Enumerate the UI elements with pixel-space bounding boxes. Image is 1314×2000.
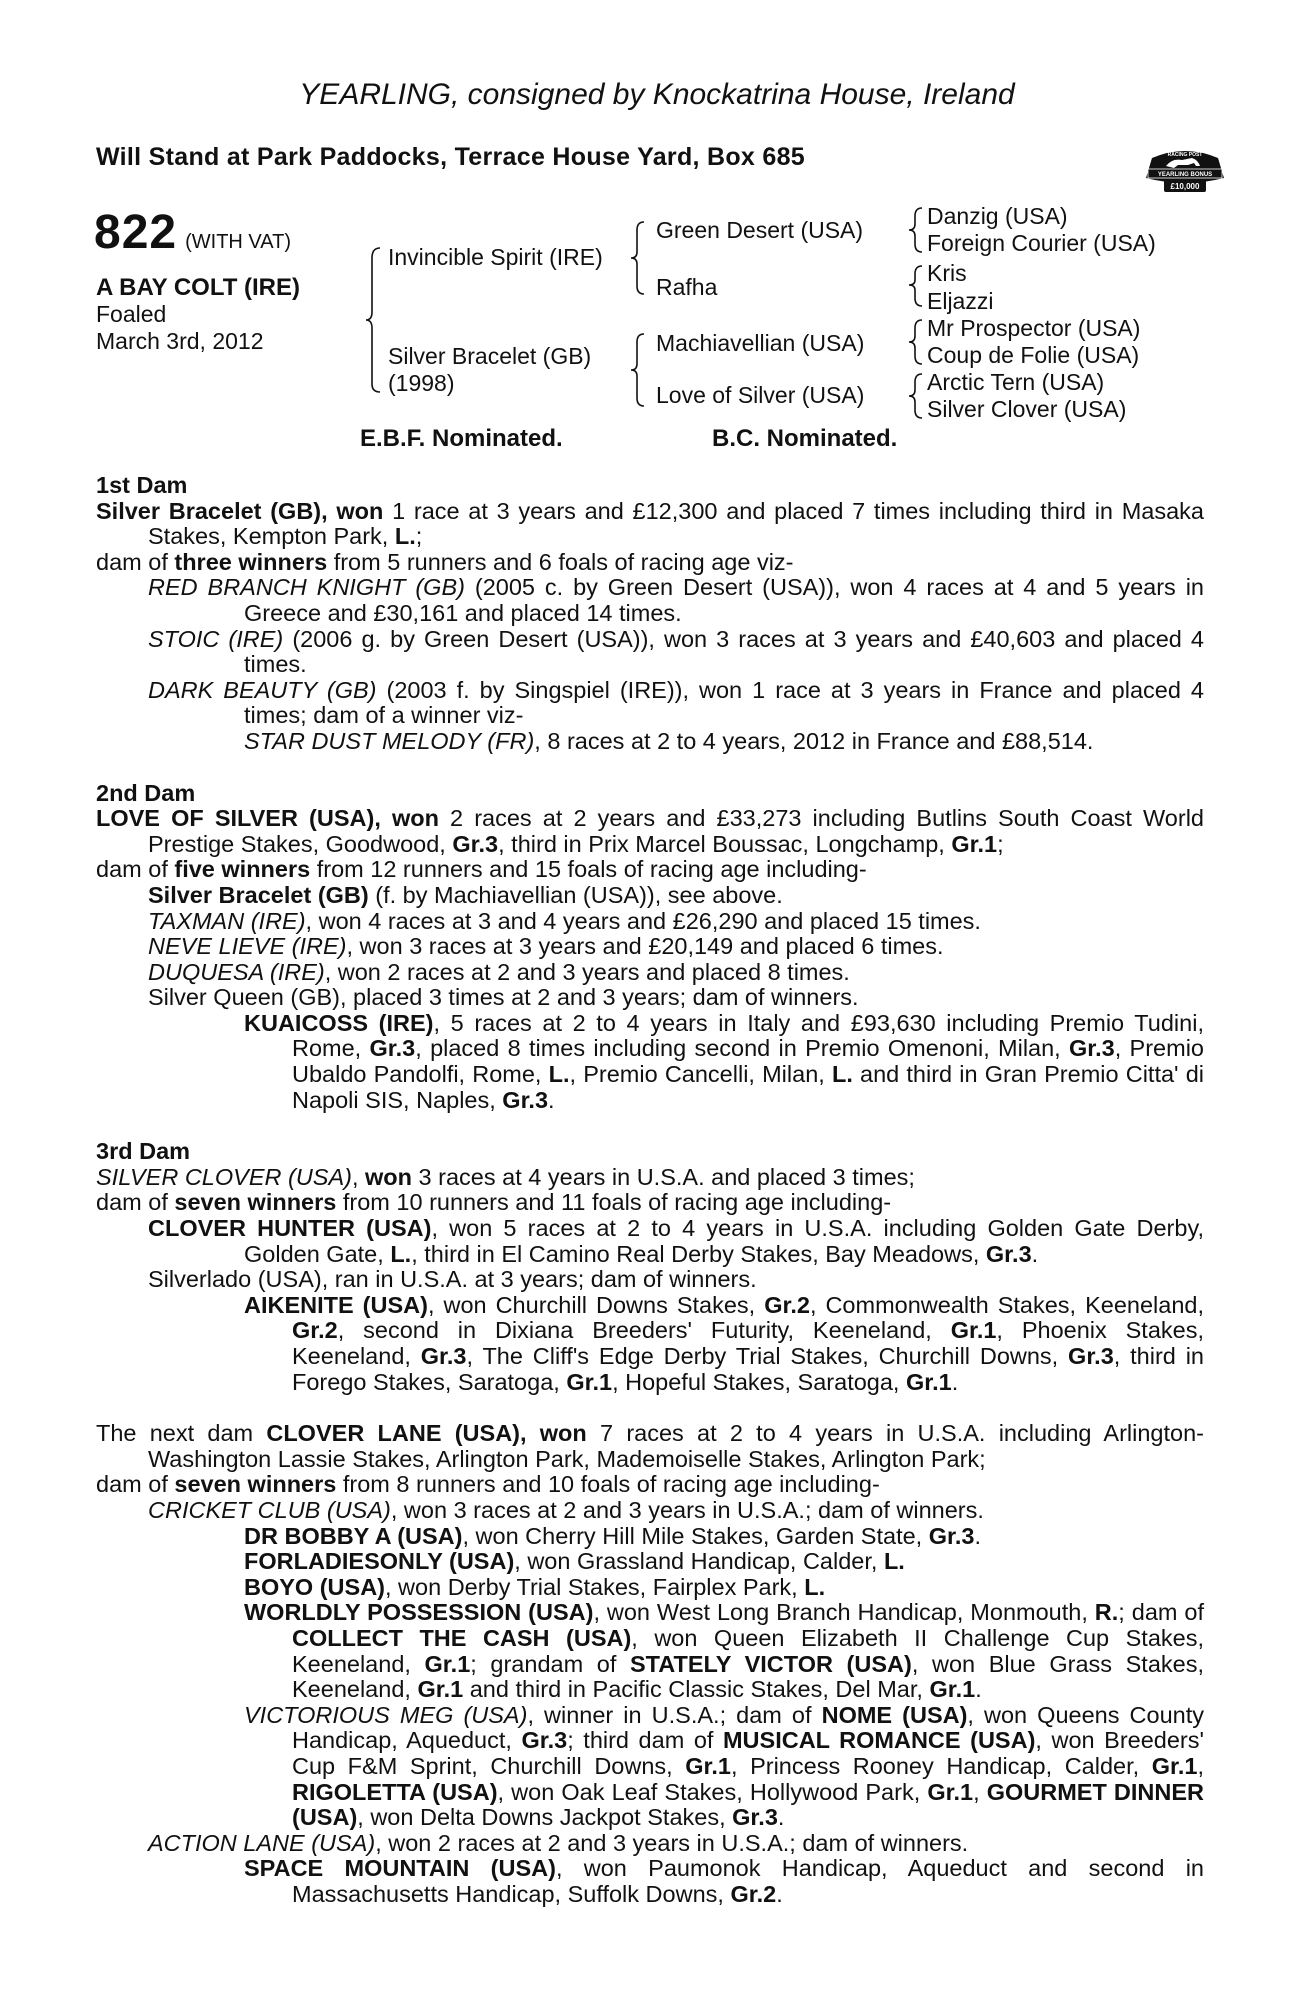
dam2-runner-1: Silver Bracelet (GB) (f. by Machiavellian (USA)), see above.: [148, 881, 783, 908]
dam2-record: LOVE OF SILVER (USA), won 2 races at 2 years and £33,273 including Butlins South Coast World Prestige Stakes, Goodwood, Gr.3, third in Prix Marcel Boussac, Longchamp, Gr.1;: [96, 805, 1204, 857]
horse-description: A BAY COLT (IRE): [96, 274, 301, 301]
next-runner-1: CRICKET CLUB (USA), won 3 races at 2 and 3 years in U.S.A.; dam of winners.: [148, 1496, 984, 1523]
dam1-heading: 1st Dam: [96, 472, 188, 498]
pedigree-dam: Silver Bracelet (GB): [388, 343, 592, 369]
next-dam-produce-summary: dam of seven winners from 8 runners and 10 foals of racing age including-: [96, 1471, 880, 1498]
vat-note: (WITH VAT): [185, 231, 291, 253]
next-dam-name: CLOVER LANE (USA), won: [266, 1420, 587, 1447]
ebf-nominated: E.B.F. Nominated.: [360, 425, 563, 452]
next-runner-3: FORLADIESONLY (USA), won Grassland Handicap, Calder, L.: [244, 1548, 905, 1575]
badge-top-text: RACING POST: [1167, 152, 1203, 158]
lot-number: 822: [94, 206, 178, 259]
dam3-name: SILVER CLOVER (USA): [96, 1163, 352, 1190]
pedigree-dam-dam: Love of Silver (USA): [656, 382, 865, 408]
next-runner-7: ACTION LANE (USA), won 2 races at 2 and 3 years in U.S.A.; dam of winners.: [148, 1829, 969, 1856]
catalogue-body: [96, 473, 1204, 1907]
dam1-record: Silver Bracelet (GB), won 1 race at 3 years and £12,300 and placed 7 times including third in Masaka Stakes, Kempton Park, L.;: [96, 497, 1204, 550]
dam2-runner-5: Silver Queen (GB), placed 3 times at 2 and 3 years; dam of winners.: [148, 984, 859, 1011]
dam3-runner-1: CLOVER HUNTER (USA), won 5 races at 2 to 4 years in U.S.A. including Golden Gate Derby, Golden Gate, L., third in El Camino Real Derby Stakes, Bay Meadows, Gr.3.: [148, 1215, 1204, 1267]
badge-mid-text: YEARLING BONUS: [1157, 172, 1213, 178]
pedigree-dam-year: (1998): [388, 370, 455, 396]
dam3-record: SILVER CLOVER (USA), won 3 races at 4 years in U.S.A. and placed 3 times;: [96, 1163, 915, 1190]
dam2-produce-summary: dam of five winners from 12 runners and 15 foals of racing age including-: [96, 856, 867, 883]
badge-amount-text: £10,000: [1170, 182, 1200, 191]
pedigree-gen3-3: Kris: [927, 260, 967, 286]
dam2-name: LOVE OF SILVER (USA), won: [96, 805, 439, 832]
dam1-name: Silver Bracelet (GB), won: [96, 497, 384, 524]
page-header: YEARLING, consigned by Knockatrina House, Ireland: [299, 78, 1015, 111]
pedigree-gen3-6: Coup de Folie (USA): [927, 342, 1140, 368]
pedigree-gen3-7: Arctic Tern (USA): [927, 369, 1105, 395]
dam3-heading: 3rd Dam: [96, 1138, 191, 1165]
next-dam-record: The next dam CLOVER LANE (USA), won 7 races at 2 to 4 years in U.S.A. including Arlington-Washington Lassie Stakes, Arlington Park, Mademoiselle Stakes, Arlington Park;: [96, 1420, 1204, 1472]
dam2-runner-4: DUQUESA (IRE), won 2 races at 2 and 3 years and placed 8 times.: [148, 958, 850, 985]
dam1-runner-3: DARK BEAUTY (GB) (2003 f. by Singspiel (IRE)), won 1 race at 3 years in France and placed 4 times; dam of a winner viz-: [148, 676, 1204, 729]
pedigree-gen3-1: Danzig (USA): [927, 203, 1068, 229]
dam1-runner-4: STAR DUST MELODY (FR), 8 races at 2 to 4 years, 2012 in France and £88,514.: [244, 727, 1094, 754]
pedigree-dam-sire: Machiavellian (USA): [656, 330, 865, 356]
dam3-produce-summary: dam of seven winners from 10 runners and 11 foals of racing age including-: [96, 1189, 892, 1216]
stand-location: Will Stand at Park Paddocks, Terrace House Yard, Box 685: [96, 143, 805, 171]
bc-nominated: B.C. Nominated.: [712, 425, 898, 452]
next-runner-8: SPACE MOUNTAIN (USA), won Paumonok Handicap, Aqueduct and second in Massachusetts Handicap, Suffolk Downs, Gr.2.: [244, 1855, 1204, 1907]
dam1-produce-summary: dam of three winners from 5 runners and 6 foals of racing age viz-: [96, 548, 794, 575]
next-runner-6: VICTORIOUS MEG (USA), winner in U.S.A.; dam of NOME (USA), won Queens County Handicap, Aqueduct, Gr.3; third dam of MUSICAL ROMANCE (USA), won Breeders' Cup F&M Sprint, Churchill Downs, Gr.1, Princess Rooney Handicap, Calder, Gr.1, RIGOLETTA (USA), won Oak Leaf Stakes, Hollywood Park, Gr.1, GOURMET DINNER (USA), won Delta Downs Jackpot Stakes, Gr.3.: [244, 1701, 1205, 1831]
next-runner-2: DR BOBBY A (USA), won Cherry Hill Mile Stakes, Garden State, Gr.3.: [244, 1522, 981, 1549]
pedigree-gen3-5: Mr Prospector (USA): [927, 315, 1141, 341]
pedigree-sire-dam: Rafha: [656, 274, 718, 300]
dam2-runner-6: KUAICOSS (IRE), 5 races at 2 to 4 years in Italy and £93,630 including Premio Tudini, Rome, Gr.3, placed 8 times including second in Premio Omenoni, Milan, Gr.3, Premio Ubaldo Pandolfi, Rome, L., Premio Cancelli, Milan, L. and third in Gran Premio Citta' di Napoli SIS, Naples, Gr.3.: [244, 1009, 1204, 1113]
foaled-date: March 3rd, 2012: [96, 328, 264, 354]
pedigree-braces: [0, 0, 1314, 440]
pedigree-gen3-4: Eljazzi: [927, 288, 994, 314]
dam2-runner-3: NEVE LIEVE (IRE), won 3 races at 3 years and £20,149 and placed 6 times.: [148, 933, 944, 960]
next-runner-4: BOYO (USA), won Derby Trial Stakes, Fairplex Park, L.: [244, 1573, 826, 1600]
pedigree-gen3-2: Foreign Courier (USA): [927, 230, 1156, 256]
dam3-runner-2: Silverlado (USA), ran in U.S.A. at 3 years; dam of winners.: [148, 1266, 757, 1293]
foaled-label: Foaled: [96, 301, 167, 327]
pedigree-sire-sire: Green Desert (USA): [656, 217, 864, 243]
pedigree-gen3-8: Silver Clover (USA): [927, 396, 1127, 422]
dam1-runner-2: STOIC (IRE) (2006 g. by Green Desert (USA)), won 3 races at 3 years and £40,603 and placed 4 times.: [148, 625, 1204, 678]
pedigree-sire: Invincible Spirit (IRE): [388, 244, 603, 270]
dam2-runner-2: TAXMAN (IRE), won 4 races at 3 and 4 years and £26,290 and placed 15 times.: [148, 907, 981, 934]
dam3-runner-3: AIKENITE (USA), won Churchill Downs Stakes, Gr.2, Commonwealth Stakes, Keeneland, Gr.2, second in Dixiana Breeders' Futurity, Keeneland, Gr.1, Phoenix Stakes, Keeneland, Gr.3, The Cliff's Edge Derby Trial Stakes, Churchill Downs, Gr.3, third in Forego Stakes, Saratoga, Gr.1, Hopeful Stakes, Saratoga, Gr.1.: [244, 1291, 1204, 1395]
dam1-runner-1: RED BRANCH KNIGHT (GB) (2005 c. by Green Desert (USA)), won 4 races at 4 and 5 years in Greece and £30,161 and placed 14 times.: [148, 574, 1204, 626]
dam2-heading: 2nd Dam: [96, 779, 196, 806]
next-runner-5: WORLDLY POSSESSION (USA), won West Long Branch Handicap, Monmouth, R.; dam of COLLECT THE CASH (USA), won Queen Elizabeth II Challenge Cup Stakes, Keeneland, Gr.1; grandam of STATELY VICTOR (USA), won Blue Grass Stakes, Keeneland, Gr.1 and third in Pacific Classic Stakes, Del Mar, Gr.1.: [244, 1599, 1204, 1703]
